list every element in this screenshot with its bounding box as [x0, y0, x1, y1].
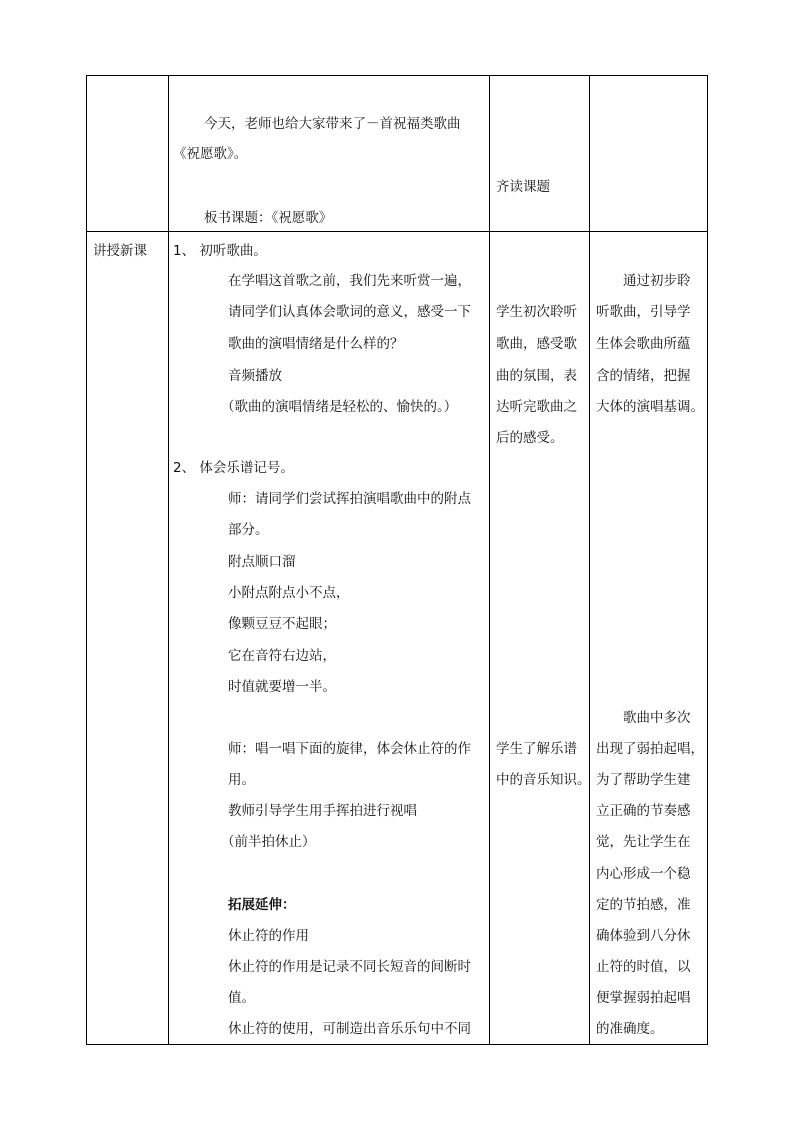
table-border-right	[707, 75, 708, 1045]
design-intent-line: 确体验到八分休	[596, 928, 691, 944]
content-line: 休止符的作用是记录不同长短音的间断时	[228, 959, 471, 975]
rhyme-line: 它在音符右边站，	[228, 648, 336, 664]
student-activity-line: 学生初次聆听	[496, 304, 577, 320]
content-line: 歌曲的演唱情绪是什么样的？	[228, 336, 404, 352]
section-heading: 2、 体会乐谱记号。	[173, 460, 294, 476]
content-line: 请同学们认真体会歌词的意义，感受一下	[228, 304, 471, 320]
design-intent-line: 立正确的节奏感	[596, 803, 691, 819]
content-line: （前半拍休止）	[221, 834, 316, 850]
design-intent-line: 为了帮助学生建	[596, 772, 691, 788]
intro-line: 《祝愿歌》。	[173, 146, 248, 162]
content-line: （歌曲的演唱情绪是轻松的、愉快的。）	[221, 399, 458, 415]
content-line: 在学唱这首歌之前，我们先来听赏一遍，	[228, 273, 471, 289]
table-border-left	[86, 75, 87, 1045]
rhyme-line: 时值就要增一半。	[228, 679, 336, 695]
design-intent-line: 便掌握弱拍起唱	[596, 990, 691, 1006]
design-intent-line: 通过初步聆	[623, 273, 691, 289]
student-activity-line: 歌曲，感受歌	[496, 336, 577, 352]
student-activity: 齐读课题	[496, 179, 550, 195]
table-column-divider	[589, 75, 590, 1045]
content-line: 休止符的使用，可制造出音乐乐句中不同	[228, 1021, 471, 1037]
student-activity-line: 中的音乐知识。	[496, 772, 591, 788]
design-intent-line: 止符的时值，以	[596, 959, 691, 975]
table-border-bottom	[86, 1044, 708, 1045]
student-activity-line: 达听完歌曲之	[496, 399, 577, 415]
design-intent-line: 的准确度。	[596, 1021, 664, 1037]
design-intent-line: 含的情绪，把握	[596, 368, 691, 384]
design-intent-line: 定的节拍感，准	[596, 897, 691, 913]
content-line: 教师引导学生用手挥拍进行视唱	[228, 803, 417, 819]
design-intent-line: 觉，先让学生在	[596, 834, 691, 850]
table-border-top	[86, 75, 708, 76]
content-line: 休止符的作用	[228, 928, 309, 944]
stage-label: 讲授新课	[93, 243, 147, 259]
design-intent-line: 大体的演唱基调。	[596, 399, 704, 415]
table-column-divider	[168, 75, 169, 1045]
content-line: 用。	[228, 772, 255, 788]
design-intent-line: 出现了弱拍起唱，	[596, 741, 704, 757]
content-line: 音频播放	[228, 368, 282, 384]
student-activity-line: 曲的氛围，表	[496, 368, 577, 384]
student-activity-line: 学生了解乐谱	[496, 741, 577, 757]
content-line: 部分。	[228, 522, 269, 538]
extension-heading: 拓展延伸：	[228, 897, 296, 913]
design-intent-line: 生体会歌曲所蕴	[596, 336, 691, 352]
table-row-divider	[86, 231, 708, 232]
table-column-divider	[489, 75, 490, 1045]
rhyme-line: 像颗豆豆不起眼；	[228, 616, 336, 632]
design-intent-line: 歌曲中多次	[623, 710, 691, 726]
content-line: 附点顺口溜	[228, 554, 296, 570]
rhyme-line: 小附点附点小不点，	[228, 585, 350, 601]
content-line: 师：请同学们尝试挥拍演唱歌曲中的附点	[228, 491, 471, 507]
design-intent-line: 听歌曲，引导学	[596, 304, 691, 320]
intro-line: 今天，老师也给大家带来了－首祝福类歌曲	[204, 116, 461, 132]
board-title-line: 板书课题：《祝愿歌》	[204, 210, 333, 226]
content-line: 师：唱一唱下面的旋律，体会休止符的作	[228, 741, 471, 757]
design-intent-line: 内心形成一个稳	[596, 866, 691, 882]
content-line: 值。	[228, 990, 255, 1006]
section-heading: 1、 初听歌曲。	[173, 243, 267, 259]
student-activity-line: 后的感受。	[496, 430, 564, 446]
